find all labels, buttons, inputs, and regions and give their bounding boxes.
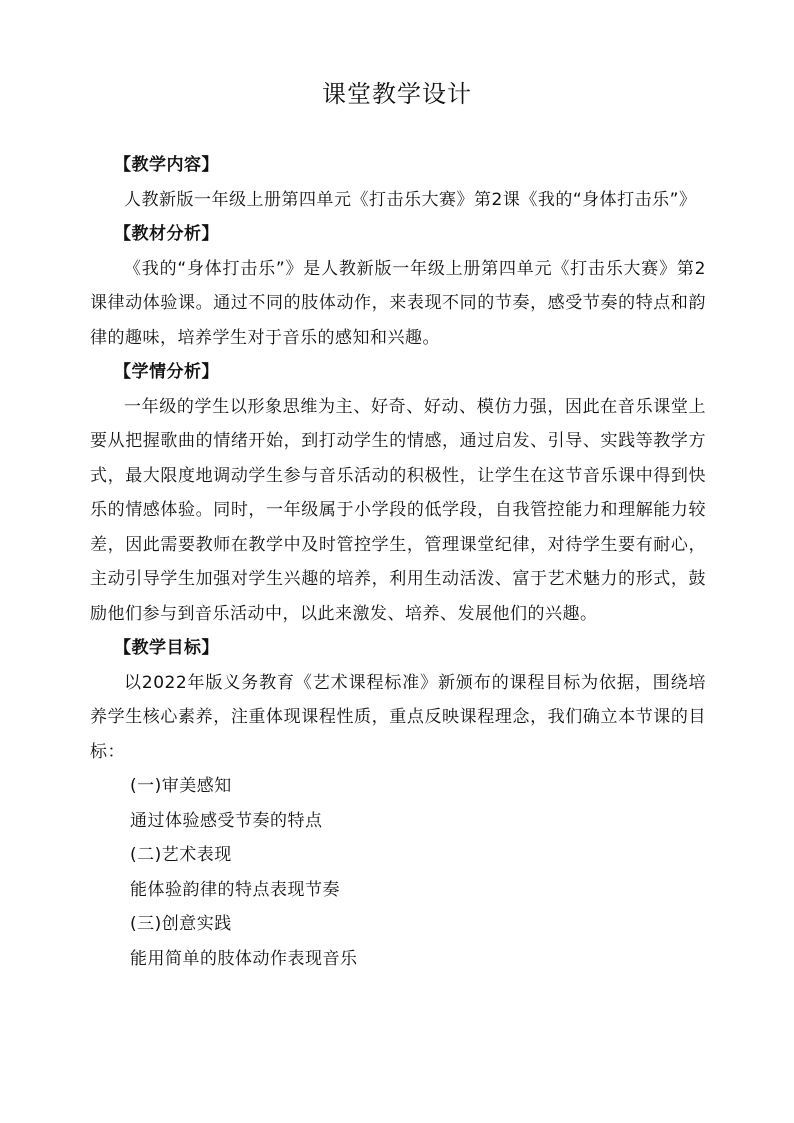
goal-desc-practice: 能用简单的肢体动作表现音乐 [130,948,358,969]
section-text-goals: 以2022年版义务教育《艺术课程标准》新颁布的课程目标为依据，围绕培养学生核心素养，注重体现课程性质，重点反映课程理念，我们确立本节课的目标： [90,672,706,762]
section-heading-content: 【教学内容】 [114,155,219,175]
goal-label-practice: (三)创意实践 [130,914,232,934]
section-heading-material: 【教材分析】 [114,224,219,244]
goal-label-aesthetic: (一)审美感知 [130,776,232,796]
goal-desc-expression: 能体验韵律的特点表现节奏 [130,879,340,900]
goal-desc-aesthetic: 通过体验感受节奏的特点 [130,810,323,831]
section-heading-students: 【学情分析】 [114,362,219,382]
section-text-students: 一年级的学生以形象思维为主、好奇、好动、模仿力强，因此在音乐课堂上要从把握歌曲的情绪开始，到打动学生的情感，通过启发、引导、实践等教学方式，最大限度地调动学生参与音乐活动的积极性，让学生在这节音乐课中得到快乐的情感体验。同时，一年级属于小学段的低学段，自我管控能力和理解能力较差，因此需要教师在教学中及时管控学生，管理课堂纪律，对待学生要有耐心，主动引导学生加强对学生兴趣的培养，利用生动活泼、富于艺术魅力的形式，鼓励他们参与到音乐活动中，以此来激发、培养、发展他们的兴趣。 [90,396,706,624]
section-heading-goals: 【教学目标】 [114,638,219,658]
section-text-material: 《我的“身体打击乐”》是人教新版一年级上册第四单元《打击乐大赛》第2课律动体验课。通过不同的肢体动作，来表现不同的节奏，感受节奏的特点和韵律的趣味，培养学生对于音乐的感知和兴趣。 [90,258,706,348]
section-text-content: 人教新版一年级上册第四单元《打击乐大赛》第2课《我的“身体打击乐”》 [124,189,697,210]
goal-label-expression: (二)艺术表现 [130,845,232,865]
page-title: 课堂教学设计 [322,80,472,108]
document-body [90,148,706,976]
